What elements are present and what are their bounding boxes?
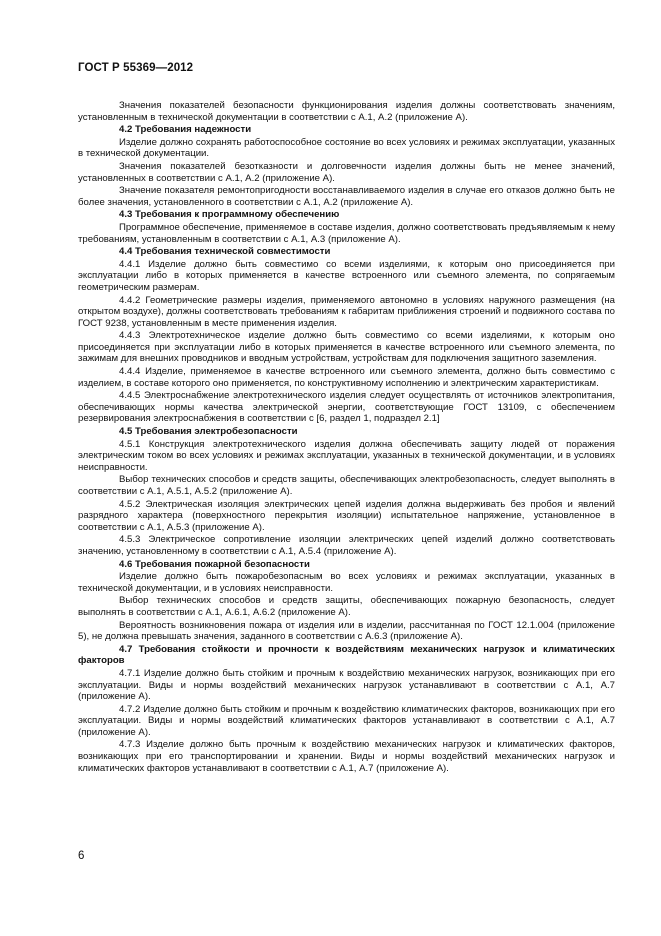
paragraph: 4.4.4 Изделие, применяемое в качестве встроенного или съемного элемента, должно быть совместимо с изделием, в составе которого оно применяется, по конструктивному исполнению и электрическим характеристикам. [78,366,615,389]
paragraph: 4.5.1 Конструкция электротехнического изделия должна обеспечивать защиту людей от поражения электрическим током во всех условиях и режимах эксплуатации, указанных в технической документации, и в условиях неисправности. [78,438,615,473]
paragraph: Изделие должно быть пожаробезопасным во всех условиях и режимах эксплуатации, указанных в технической документации, и в условиях неисправности. [78,571,615,594]
paragraph: Значения показателей безотказности и долговечности изделия должны быть не менее значений, установленных в соответствии с А.1, А.2 (приложение А). [78,160,615,184]
paragraph: 4.4.1 Изделие должно быть совместимо со всеми изделиями, к которым оно присоединяется при эксплуатации либо в которых применяется в качестве встроенного или съемного элемента, по сопрягаемым геометрическим размерам. [78,258,615,293]
paragraph: Значения показателей безопасности функционирования изделия должны соответствовать значениям, установленным в технической документации в соответствии с А.1, А.2 (приложение А). [78,100,615,123]
paragraph: Изделие должно сохранять работоспособное состояние во всех условиях и режимах эксплуатации, указанных в технической документации. [78,136,615,160]
section-heading-4-5: 4.5 Требования электробезопасности [119,426,298,438]
page-number: 6 [78,850,85,862]
paragraph: 4.7.1 Изделие должно быть стойким и прочным к воздействию механических нагрузок, возникающих при его эксплуатации. Виды и нормы воздействий механических нагрузок устанавливают в соответствии с А.1, А.7 (приложение А). [78,667,615,703]
paragraph: 4.7.3 Изделие должно быть прочным к воздействию механических нагрузок и климатических факторов, возникающих при его транспортировании и хранении. Виды и нормы воздействий механических нагрузок и климатических факторов устанавливают в соответствии с А.1, А.7 (приложение А). [78,739,615,774]
paragraph: Программное обеспечение, применяемое в составе изделия, должно соответствовать предъявляемым к нему требованиям, установленным в соответствии с А.1, А.3 (приложение А). [78,221,615,245]
section-heading-4-4: 4.4 Требования технической совместимости [119,246,331,258]
paragraph: 4.4.5 Электроснабжение электротехнического изделия следует осуществлять от источников электропитания, обеспечивающих нормы качества электрической энергии, соответствующие ГОСТ 13109, с обеспечением резервирования электроснабжения в соответствии с [6, раздел 1, подраздел 2.1] [78,390,615,425]
document-body [78,100,615,775]
paragraph: Вероятность возникновения пожара от изделия или в изделии, рассчитанная по ГОСТ 12.1.004 (приложение 5), не должна превышать значения, заданного в соответствии с А.6.3 (приложение А). [78,619,615,643]
paragraph: Выбор технических способов и средств защиты, обеспечивающих электробезопасность, следует выполнять в соответствии с А.1, А.5.1, А.5.2 (приложение А). [78,474,615,497]
paragraph: 4.5.3 Электрическое сопротивление изоляции электрических цепей изделий должно соответствовать значению, установленному в соответствии с А.1, А.5.4 (приложение А). [78,534,615,557]
section-heading-4-6: 4.6 Требования пожарной безопасности [119,558,310,570]
document-header: ГОСТ Р 55369—2012 [78,62,194,74]
paragraph: Значение показателя ремонтопригодности восстанавливаемого изделия в случае его отказов должно быть не более значения, установленного в соответствии с А.1, А.2 (приложение А). [78,185,615,208]
paragraph: Выбор технических способов и средств защиты, обеспечивающих пожарную безопасность, следует выполнять в соответствии с А.1, А.6.1, А.6.2 (приложение А). [78,595,615,618]
section-heading-4-3: 4.3 Требования к программному обеспечению [119,209,340,221]
paragraph: 4.4.2 Геометрические размеры изделия, применяемого автономно в условиях наружного размещения (на открытом воздухе), должны соответствовать требованиям к габаритам приближения строений и подвижного состава по ГОСТ 9238, установленным в месте применения изделия. [78,294,615,329]
section-heading-4-2: 4.2 Требования надежности [119,124,252,136]
paragraph: 4.4.3 Электротехническое изделие должно быть совместимо со всеми изделиями, к которым оно присоединяется при эксплуатации либо в которых применяется в качестве встроенного или съемного элемента, по зажимам для внешних проводников и вводным устройствам, устройствам для подключения защитного заземления. [78,330,615,365]
paragraph: 4.7.2 Изделие должно быть стойким и прочным к воздействию климатических факторов, возникающих при его эксплуатации. Виды и нормы воздействий климатических факторов устанавливают в соответствии с А.1, А.7 (приложение А). [78,703,615,738]
section-heading-4-7: 4.7 Требования стойкости и прочности к воздействиям механических нагрузок и климатических факторов [78,643,615,667]
paragraph: 4.5.2 Электрическая изоляция электрических цепей изделия должна выдерживать без пробоя и явлений разрядного характера (поверхностного перекрытия изоляции) испытательное напряжение, установленное в соответствии с А.1, А.5.3 (приложение А). [78,498,615,533]
